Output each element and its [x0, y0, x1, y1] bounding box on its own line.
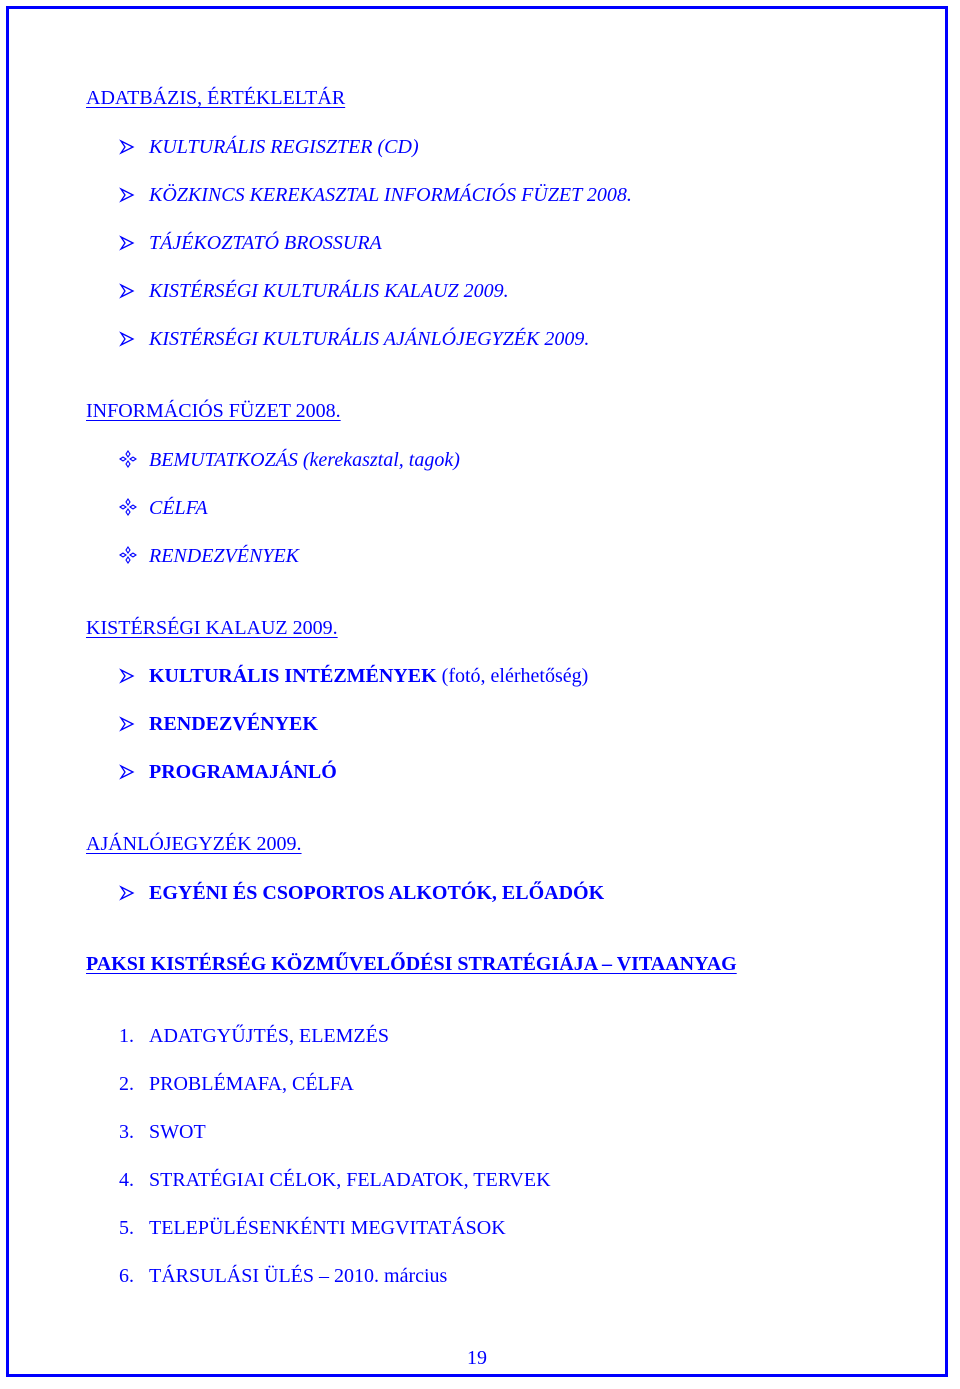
- section-heading-informacios-fuzet: INFORMÁCIÓS FÜZET 2008.: [86, 400, 341, 422]
- list-item: KISTÉRSÉGI KULTURÁLIS AJÁNLÓJEGYZÉK 2009.: [119, 327, 589, 351]
- arrow-bullet-icon: [119, 881, 149, 905]
- list-item: CÉLFA: [119, 496, 208, 520]
- list-item: TÁJÉKOZTATÓ BROSSURA: [119, 231, 382, 255]
- arrow-bullet-icon: [119, 760, 149, 784]
- list-item: BEMUTATKOZÁS (kerekasztal, tagok): [119, 448, 460, 472]
- numbered-item: 5. TELEPÜLÉSENKÉNTI MEGVITATÁSOK: [119, 1217, 506, 1239]
- numbered-item: 3. SWOT: [119, 1121, 206, 1143]
- diamond-bullet-icon: [119, 448, 149, 472]
- page-number: 19: [467, 1347, 487, 1369]
- list-item: KULTURÁLIS INTÉZMÉNYEK (fotó, elérhetőség): [119, 664, 588, 688]
- section-heading-ajanlojegyzek: AJÁNLÓJEGYZÉK 2009.: [86, 833, 302, 855]
- numbered-item: 4. STRATÉGIAI CÉLOK, FELADATOK, TERVEK: [119, 1169, 551, 1191]
- list-item: EGYÉNI ÉS CSOPORTOS ALKOTÓK, ELŐADÓK: [119, 881, 604, 905]
- section-heading-adatbazis: ADATBÁZIS, ÉRTÉKLELTÁR: [86, 87, 346, 109]
- list-item: RENDEZVÉNYEK: [119, 712, 318, 736]
- diamond-bullet-icon: [119, 544, 149, 568]
- list-item: KISTÉRSÉGI KULTURÁLIS KALAUZ 2009.: [119, 279, 509, 303]
- arrow-bullet-icon: [119, 664, 149, 688]
- document-page: [6, 6, 948, 1377]
- numbered-item: 6. TÁRSULÁSI ÜLÉS – 2010. március: [119, 1265, 448, 1287]
- diamond-bullet-icon: [119, 496, 149, 520]
- arrow-bullet-icon: [119, 279, 149, 303]
- list-item: KÖZKINCS KEREKASZTAL INFORMÁCIÓS FÜZET 2008.: [119, 183, 632, 207]
- list-item: PROGRAMAJÁNLÓ: [119, 760, 337, 784]
- numbered-item: 2. PROBLÉMAFA, CÉLFA: [119, 1073, 354, 1095]
- section-heading-strategia: PAKSI KISTÉRSÉG KÖZMŰVELŐDÉSI STRATÉGIÁJA – VITAANYAG: [86, 953, 737, 975]
- arrow-bullet-icon: [119, 712, 149, 736]
- list-item: RENDEZVÉNYEK: [119, 544, 299, 568]
- arrow-bullet-icon: [119, 135, 149, 159]
- list-item: KULTURÁLIS REGISZTER (CD): [119, 135, 419, 159]
- arrow-bullet-icon: [119, 231, 149, 255]
- numbered-item: 1. ADATGYŰJTÉS, ELEMZÉS: [119, 1025, 389, 1047]
- arrow-bullet-icon: [119, 327, 149, 351]
- section-heading-kisterségi-kalauz: KISTÉRSÉGI KALAUZ 2009.: [86, 617, 338, 639]
- arrow-bullet-icon: [119, 183, 149, 207]
